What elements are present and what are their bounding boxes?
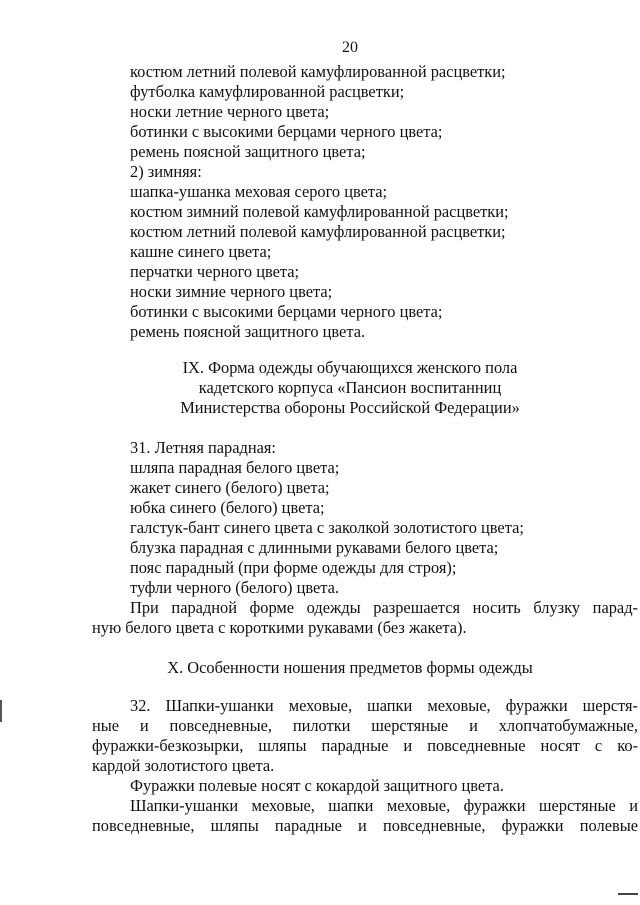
list-item: шляпа парадная белого цвета;	[130, 458, 340, 477]
subsection-label: 2) зимняя:	[130, 162, 202, 181]
section-heading-line: кадетского корпуса «Пансион воспитанниц	[198, 378, 502, 397]
paragraph-line: ную белого цвета с короткими рукавами (без жакета).	[92, 618, 467, 637]
paragraph-line: ные и повседневные, пилотки шерстяные и хлопчатобумажные,	[92, 716, 638, 735]
list-item: жакет синего (белого) цвета;	[130, 478, 330, 497]
list-item: ботинки с высокими берцами черного цвета;	[130, 302, 443, 321]
item-heading: 31. Летняя парадная:	[130, 438, 276, 457]
paragraph-line: повседневные, шляпы парадные и повседневные, фуражки полевые	[92, 816, 638, 835]
list-item: костюм летний полевой камуфлированной расцветки;	[130, 62, 506, 81]
section-heading: X. Особенности ношения предметов формы одежды	[167, 658, 533, 677]
list-item: перчатки черного цвета;	[130, 262, 300, 281]
list-item: туфли черного (белого) цвета.	[130, 578, 340, 597]
page-number: 20	[342, 39, 358, 56]
list-item: костюм летний полевой камуфлированной расцветки;	[130, 222, 506, 241]
list-item: шапка-ушанка меховая серого цвета;	[130, 182, 388, 201]
scan-corner-mark	[618, 893, 638, 895]
list-item: блузка парадная с длинными рукавами белого цвета;	[130, 538, 499, 557]
scan-edge-mark	[0, 700, 2, 722]
list-item: юбка синего (белого) цвета;	[130, 498, 325, 517]
list-item: ремень поясной защитного цвета;	[130, 142, 366, 161]
list-item: носки летние черного цвета;	[130, 102, 330, 121]
section-heading-line: Министерства обороны Российской Федерации»	[180, 398, 520, 417]
paragraph-line: При парадной форме одежды разрешается носить блузку парад-	[130, 598, 638, 617]
list-item: футболка камуфлированной расцветки;	[130, 82, 405, 101]
list-item: пояс парадный (при форме одежды для строя);	[130, 558, 457, 577]
list-item: носки зимние черного цвета;	[130, 282, 333, 301]
list-item: ремень поясной защитного цвета.	[130, 322, 366, 341]
list-item: кашне синего цвета;	[130, 242, 272, 261]
paragraph-line: фуражки-безкозырки, шляпы парадные и повседневные носят с ко-	[92, 736, 638, 755]
paragraph-line: кардой золотистого цвета.	[92, 756, 275, 775]
paragraph-line: 32. Шапки-ушанки меховые, шапки меховые, фуражки шерстя-	[130, 696, 638, 715]
section-heading-line: IX. Форма одежды обучающихся женского пола	[182, 358, 518, 377]
list-item: ботинки с высокими берцами черного цвета;	[130, 122, 443, 141]
paragraph-line: Фуражки полевые носят с кокардой защитного цвета.	[130, 776, 504, 795]
list-item: костюм зимний полевой камуфлированной расцветки;	[130, 202, 509, 221]
paragraph-line: Шапки-ушанки меховые, шапки меховые, фуражки шерстяные и	[130, 796, 638, 815]
list-item: галстук-бант синего цвета с заколкой золотистого цвета;	[130, 518, 524, 537]
